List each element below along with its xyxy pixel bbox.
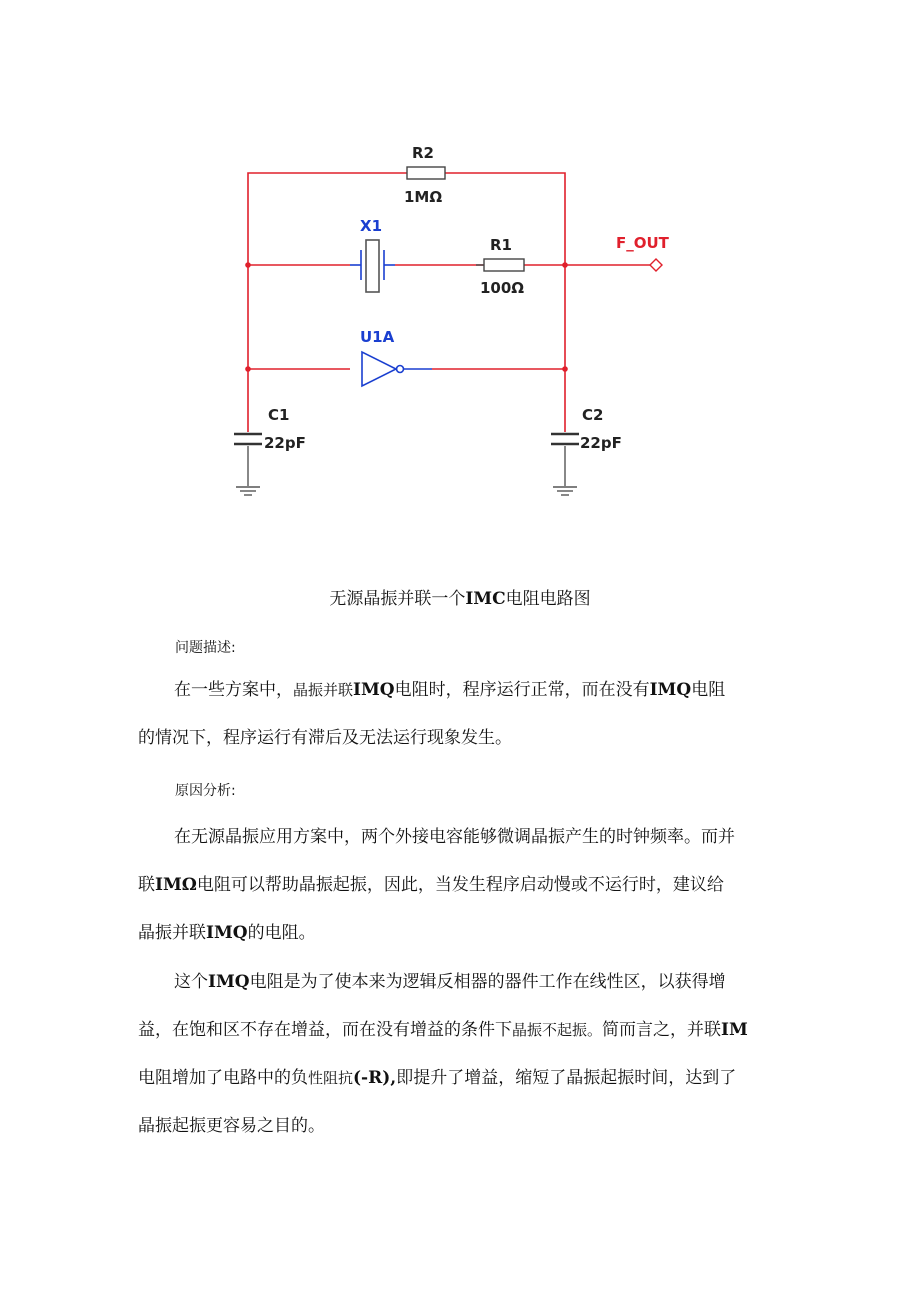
caption-pre: 无源晶振并联一个 [329,589,466,609]
text-run: IMQ [206,923,248,943]
text-run: IMΩ [155,875,197,895]
problem-paragraph [138,666,788,762]
text-run: 电阻是为了使本来为逻辑反相器的器件工作在线性区，以获得增 [249,972,726,992]
text-run: 晶振不起振。 [512,1021,603,1039]
fout-port [650,259,662,271]
analysis-heading: 原因分析: [175,783,236,799]
ground-c1 [236,487,260,495]
c2-value: 22pF [580,434,622,452]
resistor-r2 [407,167,445,179]
problem-line-1 [138,666,788,714]
text-run: 这个 [174,972,208,992]
text-run: 晶振并联 [293,681,354,699]
analysis-p2-line-2 [138,1006,788,1054]
text-run: 电阻可以帮助晶振起振，因此，当发生程序启动慢或不运行时，建议给 [196,875,724,895]
text-run: (-R), [353,1068,397,1088]
caption-post: 电阻电路图 [505,589,591,609]
resistor-r1 [476,259,524,271]
text-run: IMQ [208,972,250,992]
crystal-x1 [350,240,395,292]
analysis-p1-line-1: 在无源晶振应用方案中，两个外接电容能够微调晶振产生的时钟频率。而并 [174,827,735,847]
r2-name: R2 [412,144,434,162]
analysis-p2-line-3 [138,1054,788,1102]
text-run: IMQ [353,680,395,700]
problem-heading: 问题描述: [175,640,236,656]
x1-name: X1 [360,217,383,235]
fout-label: F_OUT [616,234,669,252]
analysis-paragraph-2 [138,958,788,1150]
capacitor-c2 [551,434,579,444]
text-run: 即提升了增益，缩短了晶振起振时间，达到了 [396,1068,737,1088]
text-run: 电阻 [691,680,726,700]
analysis-paragraph-1 [138,813,788,957]
c2-name: C2 [582,406,604,424]
inverter-u1a [362,352,432,386]
analysis-p1-line-2 [138,861,788,909]
text-run: 的电阻。 [247,923,316,943]
r1-name: R1 [490,236,512,254]
text-run: 晶振并联 [138,923,206,943]
u1a-name: U1A [360,328,395,346]
analysis-p2-line-4: 晶振起振更容易之目的。 [138,1116,325,1136]
circuit-schematic [0,0,920,560]
text-run: 联 [138,875,155,895]
analysis-p1-line-3 [138,909,788,957]
c1-name: C1 [268,406,290,424]
figure-caption [0,584,920,609]
text-run: 性阻抗 [308,1069,354,1087]
text-run: 简而言之，并联 [602,1020,722,1040]
text-run: 电阻时，程序运行正常，而在没有 [394,680,650,700]
ground-c2 [553,487,577,495]
text-run: 益，在饱和区不存在增益，而在没有增益的条件下 [138,1020,512,1040]
text-run: IM [721,1020,748,1040]
capacitor-c1 [234,434,262,444]
text-run: IMQ [649,680,692,700]
problem-line-2: 的情况下，程序运行有滞后及无法运行现象发生。 [138,728,512,748]
circuit-wires [248,173,650,432]
r2-value: 1MΩ [404,188,443,206]
r1-value: 100Ω [480,279,525,297]
text-run: 在一些方案中， [174,680,293,700]
analysis-p2-line-1 [138,958,788,1006]
text-run: 电阻增加了电路中的负 [138,1068,308,1088]
c1-value: 22pF [264,434,306,452]
caption-bold: IMC [465,589,506,609]
